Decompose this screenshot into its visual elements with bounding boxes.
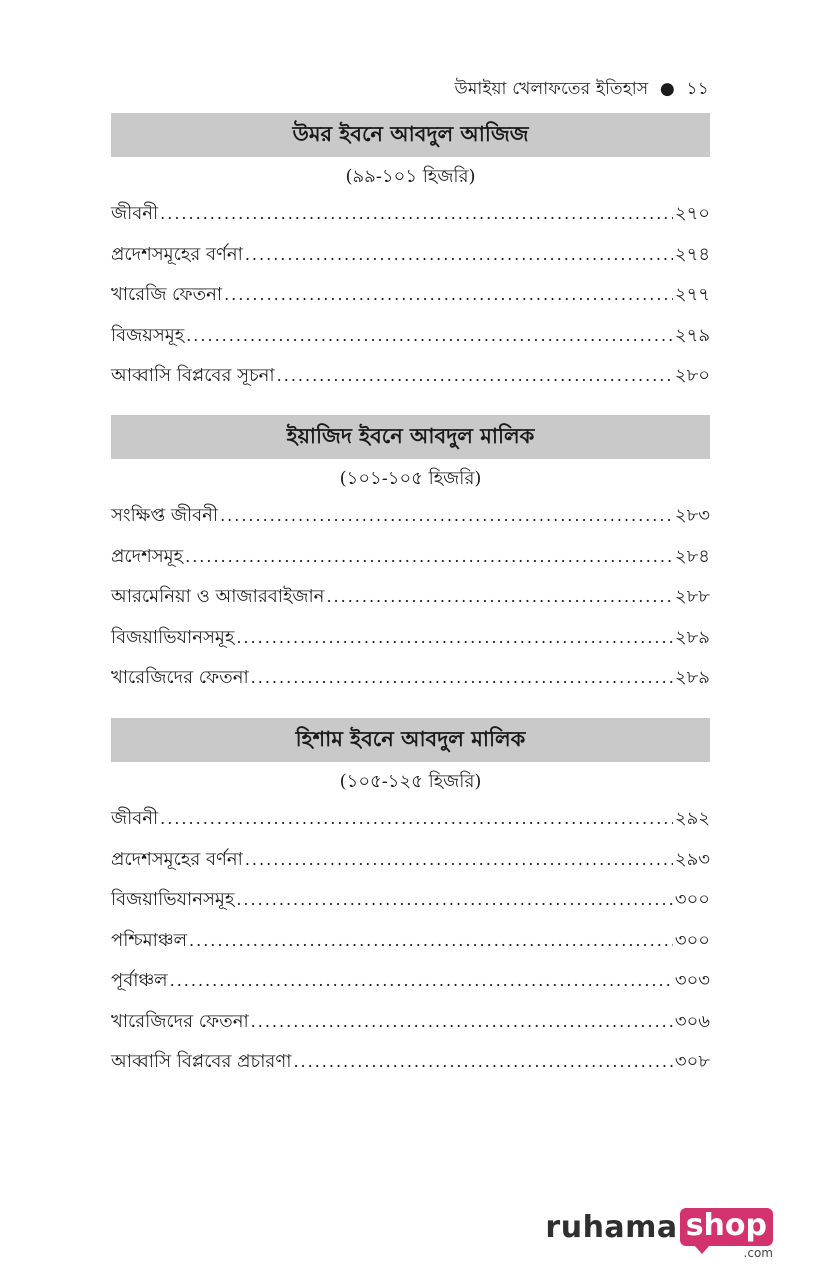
toc-entry-page: ২৯২ (674, 808, 710, 829)
dot-leader (160, 204, 673, 223)
toc-entry-title: খারেজিদের ফেতনা (111, 1010, 249, 1032)
dot-leader (170, 971, 673, 990)
toc-entry[interactable] (111, 623, 710, 664)
toc-entry-title: প্রদেশসমূহের বর্ণনা (111, 243, 243, 265)
dot-leader (251, 1012, 673, 1031)
toc-entry[interactable] (111, 542, 710, 583)
section-years: (১০১-১০৫ হিজরি) (339, 468, 482, 489)
dot-leader (186, 326, 673, 345)
toc-entry-title: জীবনী (111, 203, 159, 224)
toc-entry-title: বিজয়াভিযানসমূহ (111, 626, 235, 648)
dot-leader (185, 547, 673, 566)
toc-entry-page: ২৮৩ (674, 505, 710, 526)
toc-entry[interactable] (111, 361, 710, 402)
bullet-separator: ● (659, 79, 675, 99)
section-heading: ইয়াজিদ ইবনে আবদুল মালিক (111, 415, 710, 459)
toc-section-hisham (111, 718, 710, 1088)
dot-leader (277, 366, 673, 385)
toc-entry[interactable] (111, 1047, 710, 1088)
section-heading: উমর ইবনে আবদুল আজিজ (111, 113, 710, 157)
dot-leader (293, 1052, 672, 1071)
dot-leader (245, 850, 673, 869)
toc-entry[interactable] (111, 966, 710, 1007)
section-years: (১০৫-১২৫ হিজরি) (339, 771, 482, 792)
toc-entry-title: সংক্ষিপ্ত জীবনী (111, 505, 219, 526)
toc-entry-title: বিজয়সমূহ (111, 324, 185, 346)
ruhamashop-logo (545, 1208, 773, 1260)
toc-entry[interactable] (111, 885, 710, 926)
toc-entry-page: ৩০০ (674, 929, 710, 951)
toc-entry-title: বিজয়াভিযানসমূহ (111, 889, 235, 910)
toc-entry-title: আব্বাসি বিপ্লবের প্রচারণা (111, 1051, 292, 1072)
toc-entry-title: জীবনী (111, 808, 159, 829)
running-head (454, 76, 709, 104)
logo-domain-suffix: .com (743, 1246, 773, 1260)
toc-entry-page: ২৭৯ (674, 324, 710, 346)
toc-entry-page: ২৭০ (674, 203, 710, 224)
toc-entry-page: ৩০৮ (674, 1051, 710, 1072)
toc-entry-title: পশ্চিমাঞ্চল (111, 929, 188, 951)
toc-entry-page: ২৮০ (674, 365, 710, 386)
dot-leader (245, 245, 673, 264)
toc-entry-page: ৩০০ (674, 889, 710, 910)
logo-shop-text: shop (685, 1208, 767, 1243)
toc-entry[interactable] (111, 321, 710, 362)
section-years: (৯৯-১০১ হিজরি) (345, 166, 476, 187)
toc-entry-page: ২৭৪ (674, 243, 710, 265)
toc-entry-page: ৩০৩ (674, 970, 710, 991)
toc-entry-page: ২৮৯ (674, 626, 710, 648)
toc-entry[interactable] (111, 199, 710, 240)
dot-leader (251, 668, 673, 687)
toc-entry[interactable] (111, 501, 710, 542)
dot-leader (224, 285, 673, 304)
toc-entry-page: ২৮৮ (674, 586, 710, 607)
toc-entry[interactable] (111, 804, 710, 845)
toc-entry-page: ২৮৪ (674, 545, 710, 567)
toc-entry[interactable] (111, 926, 710, 967)
toc-entry-title: পূর্বাঞ্চল (111, 970, 168, 991)
toc-entry-title: আরমেনিয়া ও আজারবাইজান (111, 586, 325, 607)
dot-leader (160, 809, 673, 828)
toc-entry[interactable] (111, 845, 710, 886)
logo-word-shop (680, 1208, 773, 1246)
book-title: উমাইয়া খেলাফতের ইতিহাস (454, 79, 649, 99)
toc-section-yazid (111, 415, 710, 704)
toc-entry[interactable] (111, 582, 710, 623)
dot-leader (236, 890, 673, 909)
dot-leader (326, 587, 672, 606)
toc-entry-title: আব্বাসি বিপ্লবের সূচনা (111, 365, 275, 386)
dot-leader (189, 931, 673, 950)
toc-section-umar (111, 113, 710, 402)
toc-entry-title: প্রদেশসমূহের বর্ণনা (111, 848, 243, 870)
toc-entry-title: খারেজিদের ফেতনা (111, 667, 249, 688)
toc-entry-page: ২৯৩ (674, 848, 710, 870)
toc-entry[interactable] (111, 280, 710, 321)
toc-entry[interactable] (111, 240, 710, 281)
toc-entry-page: ২৭৭ (674, 284, 710, 305)
section-heading: হিশাম ইবনে আবদুল মালিক (111, 718, 710, 762)
toc-entry-page: ৩০৬ (674, 1010, 710, 1032)
logo-word-ruhama: ruhama (545, 1210, 678, 1245)
page-number: ১১ (686, 79, 709, 99)
toc-entry-page: ২৮৯ (674, 667, 710, 688)
toc-entry[interactable] (111, 1007, 710, 1048)
toc-entry[interactable] (111, 663, 710, 704)
toc-entry-title: প্রদেশসমূহ (111, 545, 184, 567)
toc-entry-title: খারেজি ফেতনা (111, 284, 223, 305)
dot-leader (220, 506, 673, 525)
dot-leader (236, 628, 673, 647)
